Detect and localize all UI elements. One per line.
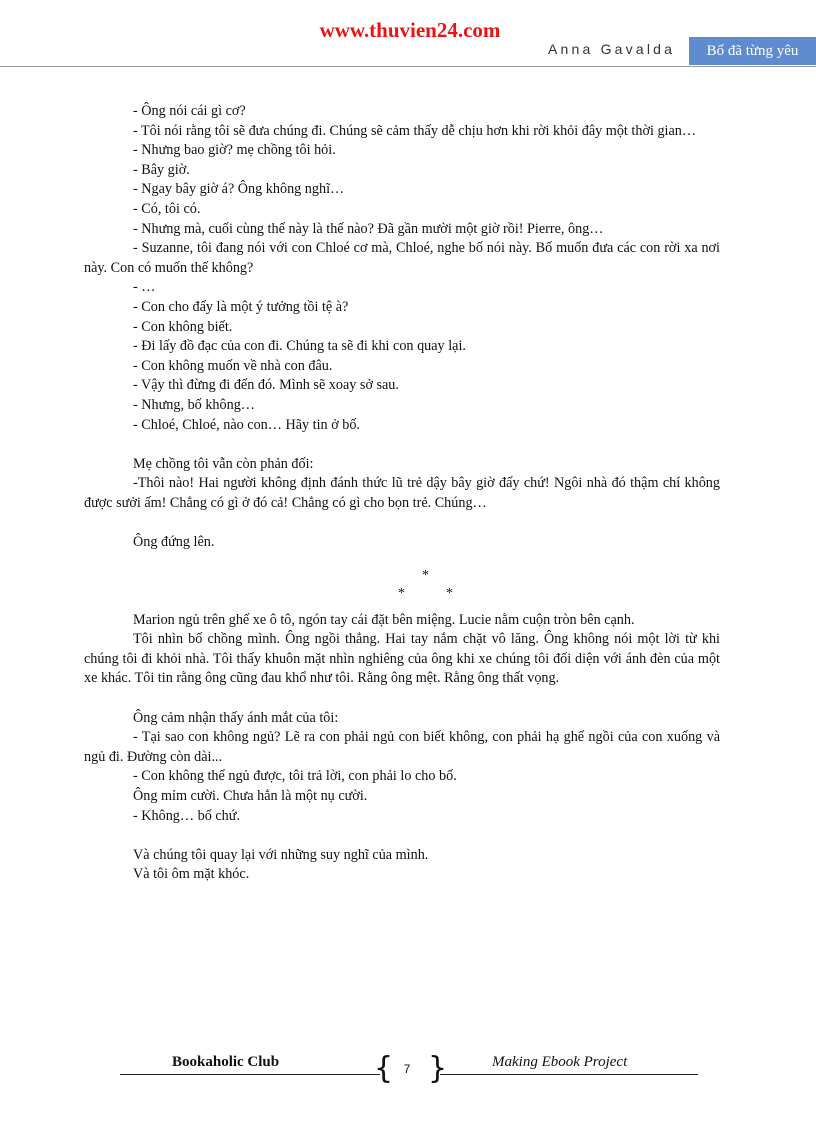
paragraph-gap <box>84 826 720 846</box>
book-title-tag: Bố đã từng yêu <box>689 37 816 65</box>
paragraph: - Con cho đấy là một ý tưởng tồi tệ à? <box>133 298 349 315</box>
page-number: 7 <box>403 1062 411 1076</box>
paragraph: - Có, tôi có. <box>133 200 201 217</box>
header-divider <box>0 66 816 67</box>
paragraph: - Không… bố chứ. <box>133 807 240 824</box>
footer-brace-right: } <box>428 1051 448 1086</box>
footer-project-name: Making Ebook Project <box>492 1054 628 1070</box>
paragraph: Marion ngủ trên ghế xe ô tô, ngón tay cái đặt bên miệng. Lucie nằm cuộn tròn bên cạnh. <box>133 611 635 628</box>
dialogue-section-2 <box>84 611 720 885</box>
paragraph: -Thôi nào! Hai người không định đánh thức lũ trẻ dậy bây giờ đấy chứ! Ngôi nhà đó thậm chí không được sưởi ấm! Chẳng có gì ở đó cả! Chẳng có gì cho bọn trẻ. Chúng… <box>84 475 720 511</box>
paragraph-gap <box>84 513 720 533</box>
page-footer <box>0 1048 816 1098</box>
paragraph: - Con không thể ngủ được, tôi trả lời, con phải lo cho bố. <box>133 768 457 785</box>
paragraph: - Tại sao con không ngủ? Lẽ ra con phải ngủ con biết không, con phải hạ ghế ngồi của con xuống và ngủ đi. Đường còn dài... <box>84 729 720 765</box>
paragraph: - Tôi nói rằng tôi sẽ đưa chúng đi. Chúng sẽ cảm thấy dễ chịu hơn khi rời khỏi đây một thời gian… <box>133 122 697 139</box>
footer-rule-right <box>440 1074 698 1075</box>
paragraph: - Đi lấy đồ đạc của con đi. Chúng ta sẽ đi khi con quay lại. <box>133 338 466 355</box>
section-separator <box>84 553 720 611</box>
paragraph: Và tôi ôm mặt khóc. <box>133 866 250 883</box>
paragraph: Ông mỉm cười. Chưa hẳn là một nụ cười. <box>133 788 368 804</box>
paragraph: - Con không muốn về nhà con đâu. <box>133 357 333 374</box>
site-url-link[interactable]: www.thuvien24.com <box>319 18 501 42</box>
paragraph: - Bây giờ. <box>133 161 190 178</box>
dialogue-section-1 <box>84 102 720 553</box>
paragraph: Ông cảm nhận thấy ánh mắt của tôi: <box>133 709 339 726</box>
page-body <box>84 102 720 885</box>
footer-club-name: Bookaholic Club <box>172 1054 280 1070</box>
paragraph: Ông đứng lên. <box>133 534 215 551</box>
paragraph: - Nhưng mà, cuối cùng thế này là thế nào? Đã gần mười một giờ rồi! Pierre, ông… <box>133 220 604 237</box>
paragraph: - Vậy thì đừng đi đến đó. Mình sẽ xoay sở sau. <box>133 377 399 394</box>
paragraph: Và chúng tôi quay lại với những suy nghĩ của mình. <box>133 846 429 863</box>
author-name: Anna Gavalda <box>548 41 676 57</box>
paragraph: - … <box>133 279 156 296</box>
separator-star: * <box>422 567 429 583</box>
paragraph: - Nhưng bao giờ? mẹ chồng tôi hỏi. <box>133 142 336 159</box>
paragraph: Tôi nhìn bố chồng mình. Ông ngồi thẳng. Hai tay nắm chặt vô lăng. Ông không nói một lời từ khi chúng tôi đi khỏi nhà. Tôi thấy khuôn mặt nhìn nghiêng của ông khi xe chúng tôi đối diện với ánh đèn của một xe khác. Tôi tin rằng ông cũng đau khổ như tôi. Rằng ông mệt. Rằng ông thất vọng. <box>84 631 720 687</box>
paragraph: Mẹ chồng tôi vẫn còn phản đối: <box>133 455 314 472</box>
paragraph: - Con không biết. <box>133 318 233 335</box>
paragraph: - Suzanne, tôi đang nói với con Chloé cơ mà, Chloé, nghe bố nói này. Bố muốn đưa các con rời xa nơi này. Con có muốn thế không? <box>84 240 720 276</box>
footer-rule-left <box>120 1074 380 1075</box>
separator-star: * <box>398 585 405 601</box>
paragraph: - Ngay bây giờ á? Ông không nghĩ… <box>133 181 345 198</box>
paragraph: - Nhưng, bố không… <box>133 396 255 413</box>
paragraph: - Ông nói cái gì cơ? <box>133 103 246 119</box>
paragraph-gap <box>84 689 720 709</box>
paragraph: - Chloé, Chloé, nào con… Hãy tin ở bố. <box>133 416 360 433</box>
separator-star: * <box>446 585 453 601</box>
footer-brace-left: { <box>374 1051 394 1086</box>
paragraph-gap <box>84 435 720 455</box>
